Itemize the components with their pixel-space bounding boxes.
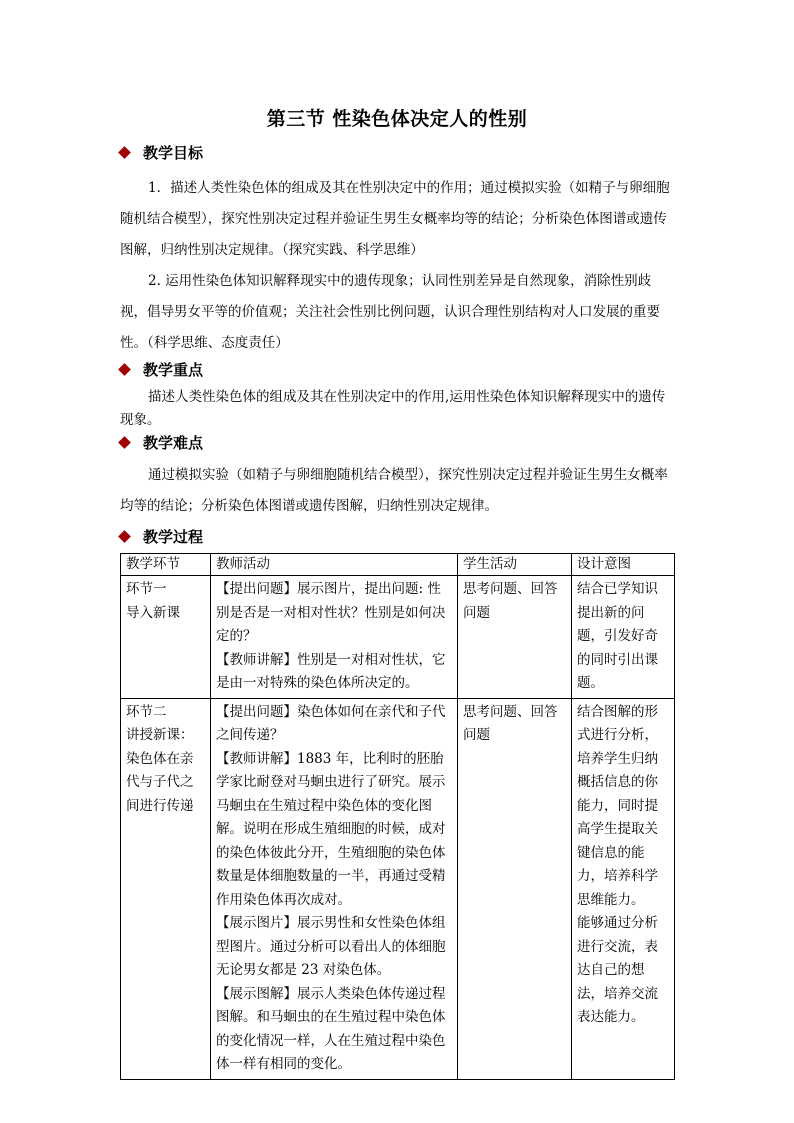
teacher-activity-paragraph: 【教师讲解】性别是一对相对性状，它是由一对特殊的染色体所决定的。	[216, 651, 446, 691]
student-activity-cell: 思考问题、回答问题	[458, 576, 572, 699]
section-heading-process-text: 教学过程	[143, 528, 204, 546]
goals-paragraph-1: 1．描述人类性染色体的组成及其在性别决定中的作用；通过模拟实验（如精子与卵细胞随机结合模型），探究性别决定过程并验证生男生女概率均等的结论；分析染色体图谱或遗传图解，归纳性别决定规律。（探究实践、科学思维）	[120, 180, 670, 258]
teacher-activity-paragraph: 【提出问题】染色体如何在亲代和子代之间传递？	[216, 703, 446, 743]
column-header: 学生活动	[458, 554, 572, 576]
diamond-bullet-icon	[118, 530, 131, 543]
stage-cell: 环节二 讲授新课： 染色体在亲代与子代之间进行传递	[121, 698, 211, 1079]
diamond-bullet-icon	[118, 146, 131, 159]
key-paragraph: 描述人类性染色体的组成及其在性别决定中的作用,运用性染色体知识解释现实中的遗传现象。	[120, 389, 666, 428]
design-intent-cell: 结合图解的形式进行分析，培养学生归纳概括信息的你能力，同时提高学生提取关键信息的能力，培养科学思维能力。 能够通过分析进行交流，表达自己的想法，培养交流表达能力。	[572, 698, 675, 1079]
section-heading-key	[120, 360, 203, 380]
table-header-row	[121, 554, 675, 576]
section-heading-process	[120, 527, 203, 547]
teacher-activity-paragraph: 【展示图片】展示男性和女性染色体组型图片。通过分析可以看出人的体细胞无论男女都是 23 对染色体。	[216, 915, 446, 978]
table-row	[121, 698, 675, 1079]
table-row	[121, 576, 675, 699]
section-heading-difficult	[120, 433, 203, 453]
teacher-activity-paragraph: 【提出问题】展示图片，提出问题: 性别是否是一对相对性状？性别是如何决定的？	[216, 581, 446, 644]
section-heading-key-text: 教学重点	[143, 361, 204, 379]
stage-cell: 环节一 导入新课	[121, 576, 211, 699]
teaching-process-table	[120, 553, 675, 1080]
column-header: 教学环节	[121, 554, 211, 576]
student-activity-cell: 思考问题、回答问题	[458, 698, 572, 1079]
section-heading-goals-text: 教学目标	[143, 144, 204, 162]
section-heading-difficult-text: 教学难点	[143, 434, 204, 452]
difficult-paragraph: 通过模拟实验（如精子与卵细胞随机结合模型），探究性别决定过程并验证生男生女概率均等的结论；分析染色体图谱或遗传图解，归纳性别决定规律。	[120, 467, 668, 514]
section-heading-goals	[120, 143, 203, 163]
page-title: 第三节 性染色体决定人的性别	[266, 108, 528, 130]
teacher-activity-paragraph: 【展示图解】展示人类染色体传递过程图解。和马蛔虫的在生殖过程中染色体的变化情况一样，人在生殖过程中染色体一样有相同的变化。	[216, 985, 446, 1072]
diamond-bullet-icon	[118, 363, 131, 376]
teacher-activity-cell	[211, 576, 458, 699]
teacher-activity-cell	[211, 698, 458, 1079]
teacher-activity-paragraph: 【教师讲解】1883 年，比利时的胚胎学家比耐登对马蛔虫进行了研究。展示马蛔虫在生殖过程中染色体的变化图解。说明在形成生殖细胞的时候，成对的染色体彼此分开，生殖细胞的染色体数量是体细胞数量的一半，再通过受精作用染色体再次成对。	[216, 750, 446, 908]
diamond-bullet-icon	[118, 436, 131, 449]
column-header: 设计意图	[572, 554, 675, 576]
goals-paragraph-2: 2. 运用性染色体知识解释现实中的遗传现象；认同性别差异是自然现象，消除性别歧视，倡导男女平等的价值观；关注社会性别比例问题，认识合理性别结构对人口发展的重要性。（科学思维、态度责任）	[120, 273, 660, 351]
column-header: 教师活动	[211, 554, 458, 576]
design-intent-cell: 结合已学知识提出新的问题，引发好奇的同时引出课题。	[572, 576, 675, 699]
